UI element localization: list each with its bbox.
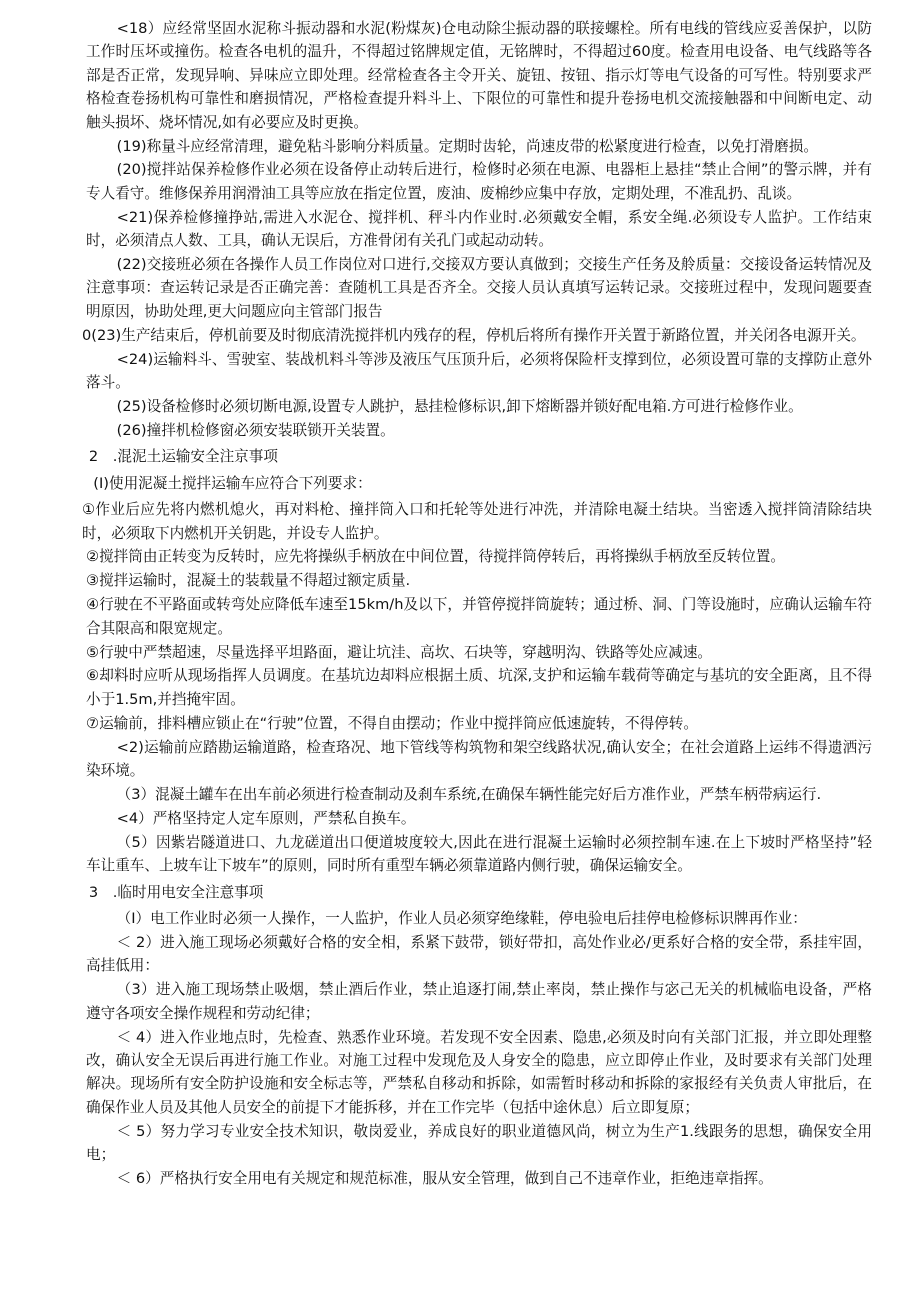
list-item-6: ⑥却料时应听从现场指挥人员调度。在基坑边却料应根据土质、坑深,支护和运输车载荷等确定与基坑的安全距离，且不得小于1.5m,并挡掩牢固。 bbox=[86, 667, 872, 708]
paragraph-power-6: ＜ 6）严格执行安全用电有关规定和规范标准，服从安全管理，做到自己不违章作业，拒绝违章指挥。 bbox=[116, 1170, 773, 1187]
section-heading-3: 3 .临时用电安全注意事项 bbox=[88, 883, 264, 901]
paragraph-20: (20)搅拌站保养检修作业必须在设备停止动转后进行，检修时必须在电源、电器柜上悬挂“禁止合闸”的警示牌，并有专人看守。维修保养用润滑油工具等应放在指定位置，废油、废棉纱应集中存放，定期处理，不准乱扔、乱谈。 bbox=[86, 161, 872, 202]
paragraph-power-4: ＜ 4）进入作业地点时，先检查、熟悉作业环境。若发现不安全因素、隐患,必须及时向有关部门汇报，并立即处理整改，确认安全无误后再进行施工作业。对施工过程中发现危及人身安全的隐患，应立即停止作业，及时要求有关部门处理解决。现场所有安全防护设施和安全标志等，严禁私自移动和拆除，如需暂时移动和拆除的家报经有关负责人审批后，在确保作业人员及其他人员安全的前提下才能拆移，并在工作完毕（包括中途休息）后立即复原； bbox=[86, 1028, 872, 1116]
list-item-5: ⑤行驶中严禁超速，尽量选择平坦路面，避让坑洼、高坎、石块等，穿越明沟、铁路等处应减速。 bbox=[86, 643, 713, 661]
list-item-7: ⑦运输前，排料槽应锁止在“行驶”位置，不得自由摆动；作业中搅拌筒应低速旋转，不得停转。 bbox=[86, 714, 698, 732]
paragraph-18: <18）应经常坚固水泥称斗振动器和水泥(粉煤灰)仓电动除尘振动器的联接螺栓。所有电线的管线应妥善保护，以防工作时压坏或撞伤。检查各电机的温升，不得超过铭牌规定值，无铭牌时，不得超过60度。检查用电设备、电气线路等各部是否正常，发现异响、异味应立即处理。经常检查各主令开关、旋钮、按钮、指示灯等电气设备的可写性。特别要求严格检查卷扬机构可靠性和磨损情况，严格检查提升料斗上、下限位的可靠性和提升卷扬电机交流接触器和中间断电定、动触头损坏、烧坏情况,如有必要应及时更换。 bbox=[86, 20, 872, 131]
paragraph-22: (22)交接班必须在各操作人员工作岗位对口进行,交接双方要认真做到；交接生产任务及舲质量：交接设备运转情况及注意事项：查运转记录是否正确完善：查随机工具是否齐全。交接人员认真填写运转记录。交接班过程中，发现问题要查明原因，协助处理,更大问题应向主管部门报告 bbox=[86, 256, 872, 320]
list-item-3: ③搅拌运输时，混凝土的装载量不得超过额定质量. bbox=[86, 572, 411, 590]
paragraph-21: <21)保养检修撞挣站,需进入水泥仓、搅拌机、秤斗内作业时.必须戴安全帽，系安全绳.必须设专人监护。工作结束时，必须清点人数、工具，确认无误后，方准骨闭有关孔门或起动动转。 bbox=[86, 208, 872, 250]
list-item-4: ④行驶在不平路面或转弯处应降低车速至15km/h及以下，并管停搅拌筒旋转；通过桥、洞、门等设施时，应确认运输车符合其限高和限宽规定。 bbox=[86, 596, 872, 637]
paragraph-25: (25)设备检修时必须切断电源,设置专人跳护，悬挂检修标识,卸下熔断器并锁好配电箱.方可进行检修作业。 bbox=[116, 398, 803, 415]
paragraph-power-5: ＜ 5）努力学习专业安全技术知识，敬岗爱业，养成良好的职业道德风尚，树立为生产1.线跟务的思想，确保安全用电； bbox=[86, 1122, 872, 1164]
paragraph-transport-4: <4）严格坚持定人定车原则，严禁私自换车。 bbox=[116, 809, 416, 827]
subsection-heading-1: (I)使用泥凝土搅拌运输车应符合下列要求： bbox=[93, 474, 372, 492]
section-heading-2: 2 .混泥土运输安全注京事项 bbox=[88, 448, 278, 466]
paragraph-transport-5: （5）因紫岩隧道进口、九龙磋道出口便道坡度较大,因此在进行混凝土运输时必须控制车速.在上下坡时严格坚持”轻车让重车、上坡车让下坡车”的原则，同时所有重型车辆必须靠道路内侧行驶，确保运输安全。 bbox=[86, 833, 872, 875]
paragraph-power-3: （3）进入施工现场禁止吸烟，禁止酒后作业，禁止追逐打闹,禁止率岗，禁止操作与宓己无关的机械临电设备，严格遵守各项安全操作规程和劳动纪律； bbox=[86, 981, 872, 1022]
paragraph-power-1: （I）电工作业时必须一人操作，一人监护，作业人员必须穿绝缘鞋，停电验电后挂停电检修标识牌再作业： bbox=[116, 910, 807, 928]
paragraph-power-2: ＜ 2）进入施工现场必须戴好合格的安全相，系紧下鼓带，锁好带扣，高处作业必/更系好合格的安全带，系挂牢固，高挂低用： bbox=[86, 933, 872, 975]
list-item-1: ①作业后应先将内燃机熄火，再对料枪、撞拌筒入口和托轮等处进行冲洗，并清除电凝土结块。当密透入搅拌筒清除结块时，必须取下内燃机开关钥匙，并设专人监护。 bbox=[82, 501, 872, 542]
list-item-2: ②搅拌筒由正转变为反转时，应先将操纵手柄放在中间位置，待搅拌筒停转后，再将操纵手柄放至反转位置。 bbox=[86, 548, 785, 566]
paragraph-19: (19)称量斗应经常清理，避免粘斗影响分料质量。定期时齿轮，尚速皮带的松紧度进行检查，以免打滑磨损。 bbox=[116, 137, 818, 155]
paragraph-26: (26)撞拌机检修窗必须安装联锁开关装置。 bbox=[116, 421, 395, 439]
paragraph-24: <24)运输料斗、雪驶室、装战机料斗等涉及液压气压顶升后，必须将保险杆支撑到位，必须设置可靠的支撑防止意外落斗。 bbox=[86, 350, 872, 392]
paragraph-transport-3: （3）混凝土罐车在出车前必须进行检查制动及刹车系统,在确保车辆性能完好后方准作业，严禁车柄带病运行. bbox=[116, 786, 822, 803]
paragraph-transport-2: <2)运输前应踏勘运输道路，检查珞况、地下管线等构筑物和架空线路状况,确认安全；在社会道路上运纬不得遗洒污染环境。 bbox=[86, 738, 872, 780]
paragraph-23: 0(23)生产结束后，停机前要及时彻底清洗搅拌机内残存的程，停机后将所有操作开关置于新路位置，并关闭各电源开关。 bbox=[82, 326, 866, 344]
